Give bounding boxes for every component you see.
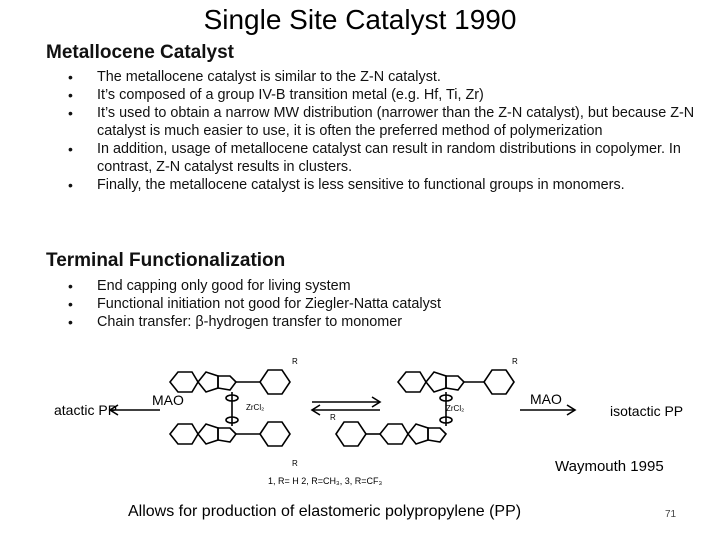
- terminal-bullet: • Functional initiation not good for Ziegler-Natta catalyst: [60, 295, 700, 313]
- mao-right-label: MAO: [530, 391, 562, 407]
- waymouth-citation: Waymouth 1995: [555, 458, 664, 475]
- atactic-pp-label: atactic PP: [54, 402, 118, 418]
- metallocene-bullet: • The metallocene catalyst is similar to the Z-N catalyst.: [60, 68, 700, 86]
- metallocene-bullet: • It’s composed of a group IV-B transition metal (e.g. Hf, Ti, Zr): [60, 86, 700, 104]
- metallocene-heading: Metallocene Catalyst: [46, 42, 234, 63]
- right-lower-aryl-ring: [336, 422, 366, 446]
- metallocene-bullet: • Finally, the metallocene catalyst is less sensitive to functional groups in monomers.: [60, 176, 700, 194]
- left-upper-aryl-ring: [260, 370, 290, 394]
- terminal-bullet: • Chain transfer: β-hydrogen transfer to monomer: [60, 313, 700, 331]
- substituent-label: R: [512, 357, 518, 366]
- metallocene-bullet: • It’s used to obtain a narrow MW distribution (narrower than the Z-N catalyst), but because Z-N catalyst is much easier to use, it is often the preferred method of polymerization: [60, 104, 700, 140]
- mao-left-label: MAO: [152, 392, 184, 408]
- left-lower-aryl-ring: [260, 422, 290, 446]
- slide-footer: Allows for production of elastomeric polypropylene (PP): [128, 503, 522, 520]
- isotactic-pp-label: isotactic PP: [610, 403, 684, 419]
- left-lower-indenyl-ring: [170, 424, 236, 444]
- substituent-label: R: [292, 459, 298, 468]
- right-lower-indenyl-ring: [380, 424, 446, 444]
- right-upper-aryl-ring: [484, 370, 514, 394]
- terminal-bullet: • End capping only good for living system: [60, 277, 700, 295]
- left-metal-label: ZrCl₂: [246, 403, 265, 412]
- right-metal-label: ZrCl₂: [446, 404, 465, 413]
- terminal-bullet-list: [60, 277, 700, 331]
- left-upper-indenyl-ring: [170, 372, 236, 392]
- right-upper-indenyl-ring: [398, 372, 464, 392]
- slide-title: Single Site Catalyst 1990: [203, 4, 517, 35]
- metallocene-bullet-list: [60, 68, 700, 194]
- terminal-heading: Terminal Functionalization: [46, 250, 286, 271]
- metallocene-bullet: • In addition, usage of metallocene catalyst can result in random distributions in copolymer. In contrast, Z-N catalyst results in clusters.: [60, 140, 700, 176]
- substituent-label: R: [292, 357, 298, 366]
- substituent-label: R: [330, 413, 336, 422]
- page-number: 71: [665, 509, 677, 520]
- metallocene-reaction-diagram: [0, 340, 720, 490]
- diagram-caption: 1, R= H 2, R=CH₃, 3, R=CF₃: [268, 476, 383, 486]
